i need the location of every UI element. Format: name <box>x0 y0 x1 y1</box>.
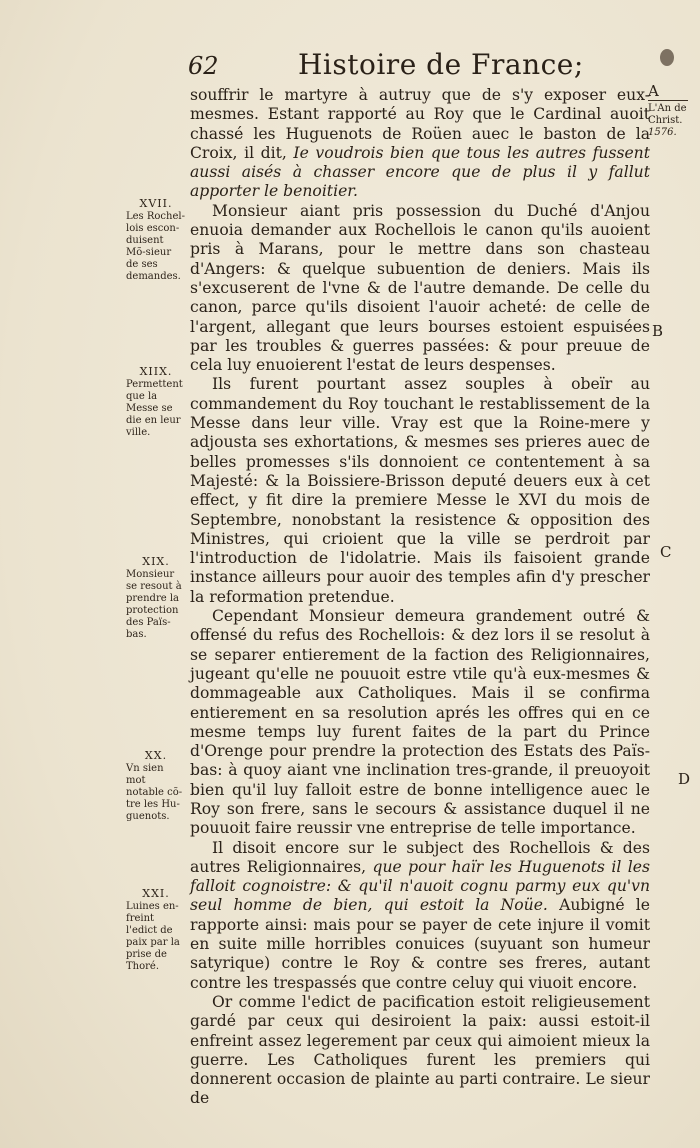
margin-note-number: XVII. <box>139 197 173 210</box>
margin-note-xix <box>126 556 186 641</box>
paragraph-text: Monsieur aiant pris possession du Duché d'Anjou enuoia demander aux Rochellois le canon qu'ils auoient pris à Marans, pour le mettre dans son chasteau d'Angers: & quelque subuention de deniers. Mais ils s'excuserent de l'vne & de l'autre demande. De celle du canon, parce qu'ils disoient l'auoir acheté: de celle de l'argent, allegant que leurs bourses estoient espuisées par les troubles & guerres passées: & pour preuue de cela luy enuoierent l'estat de leurs despenses. <box>190 201 650 375</box>
running-head: Histoire de France; <box>298 48 584 81</box>
margin-note-xvii <box>126 198 186 283</box>
paragraph-5 <box>190 839 650 993</box>
year-margin <box>648 84 696 144</box>
paragraph-6 <box>190 993 650 1109</box>
paragraph-quote: que pour haïr les Huguenots il les falloit cognoistre: & qu'il n'auoit cognu parmy eux qu'vn seul homme de bien, qui estoit la Noüe. <box>190 857 650 915</box>
margin-letter-c: C <box>660 543 672 561</box>
year-label-2: Christ. <box>648 115 683 126</box>
year-rule <box>648 100 688 101</box>
margin-note-text: Vn sien mot notable cõ-tre les Hu-guenots. <box>126 763 183 822</box>
margin-letter-b: B <box>652 322 664 340</box>
margin-note-text: Les Rochel-lois escon-duisent Mõ-sieur de ses demandes. <box>126 211 185 282</box>
ink-blot <box>660 49 674 66</box>
margin-note-xiix <box>126 366 186 439</box>
paragraph-text-continued: Aubigné le rapporte ainsi: mais pour se payer de cete injure il vomit en suite mille horribles conuices (suyuant son humeur satyrique) contre le Roy & contre ses freres, autant contre les trespassés que contre celuy qui viuoit encore. <box>190 896 650 992</box>
margin-note-xx <box>126 750 186 823</box>
margin-note-number: XIIX. <box>139 365 173 378</box>
paragraph-3 <box>190 375 650 607</box>
paragraph-4 <box>190 607 650 839</box>
main-text <box>190 86 650 1109</box>
paragraph-text: Ils furent pourtant assez souples à obeïr au commandement du Roy touchant le restablissement de la Messe dans leur ville. Vray est que la Roine-mere y adjousta ses exhortations, & mesmes ses prieres auec de belles promesses s'ils donnoient ce contentement à sa Majesté: & la Boissiere-Brisson deputé deuers eux à cet effect, y fit dire la premiere Messe le XVI du mois de Septembre, nonobstant la resistence & opposition des Ministres, qui crioient que la ville se perdroit par l'introduction de l'idolatrie. Mais ils faisoient grande instance ailleurs pour auoir des temples afin d'y prescher la reformation pretendue. <box>190 375 650 606</box>
paragraph-text: souffrir le martyre à autruy que de s'y exposer eux-mesmes. Estant rapporté au Roy que le Cardinal auoit chassé les Huguenots de Roüen auec le baston de la Croix, il dit, <box>190 86 650 162</box>
margin-note-text: Luines en-freint l'edict de paix par la prise de Thoré. <box>126 901 180 972</box>
paragraph-text: Il disoit encore sur le subject des Rochellois & des autres Religionnaires, <box>190 838 650 876</box>
paragraph-quote: Ie voudrois bien que tous les autres fussent aussi aisés à chasser encore que de plus il y fallut apporter le benoitier. <box>190 143 650 201</box>
margin-note-number: XX. <box>144 749 168 762</box>
margin-note-number: XIX. <box>142 555 170 568</box>
margin-note-xxi <box>126 888 186 973</box>
margin-note-text: Permettent que la Messe se die en leur ville. <box>126 379 183 438</box>
year-value: 1576. <box>648 127 677 138</box>
paragraph-2 <box>190 202 650 376</box>
margin-letter-a: A <box>648 82 659 100</box>
paragraph-text: Cependant Monsieur demeura grandement outré & offensé du refus des Rochellois: & dez lors il se resolut à se separer entierement de la faction des Religionnaires, jugeant qu'elle ne pouuoit estre vtile qu'à eux-mesmes & dommageable aux Catholiques. Mais il se confirma entierement en sa resolution aprés les offres qui en ce mesme temps luy furent faites de la part du Prince d'Orenge pour prendre la protection des Estats des Païs-bas: à quoy aiant vne inclination tres-grande, il preuoyoit bien qu'il luy falloit estre de bonne intelligence auec le Roy son frere, sans le secours & assistance duquel il ne pouuoit faire reussir vne entreprise de telle importance. <box>190 607 650 838</box>
page-header <box>188 48 668 84</box>
paragraph-1 <box>190 86 650 202</box>
margin-note-number: XXI. <box>142 887 170 900</box>
margin-letter-d: D <box>678 770 691 788</box>
page-number: 62 <box>188 52 219 80</box>
year-label-1: L'An de <box>648 103 687 114</box>
margin-note-text: Monsieur se resout à prendre la protection des Païs-bas. <box>126 569 182 640</box>
paragraph-text: Or comme l'edict de pacification estoit religieusement gardé par ceux qui desiroient la paix: aussi estoit-il enfreint assez legerement par ceux qui aimoient mieux la guerre. Les Catholiques furent les premiers qui donnerent occasion de plainte au parti contraire. Le sieur de <box>190 992 650 1108</box>
